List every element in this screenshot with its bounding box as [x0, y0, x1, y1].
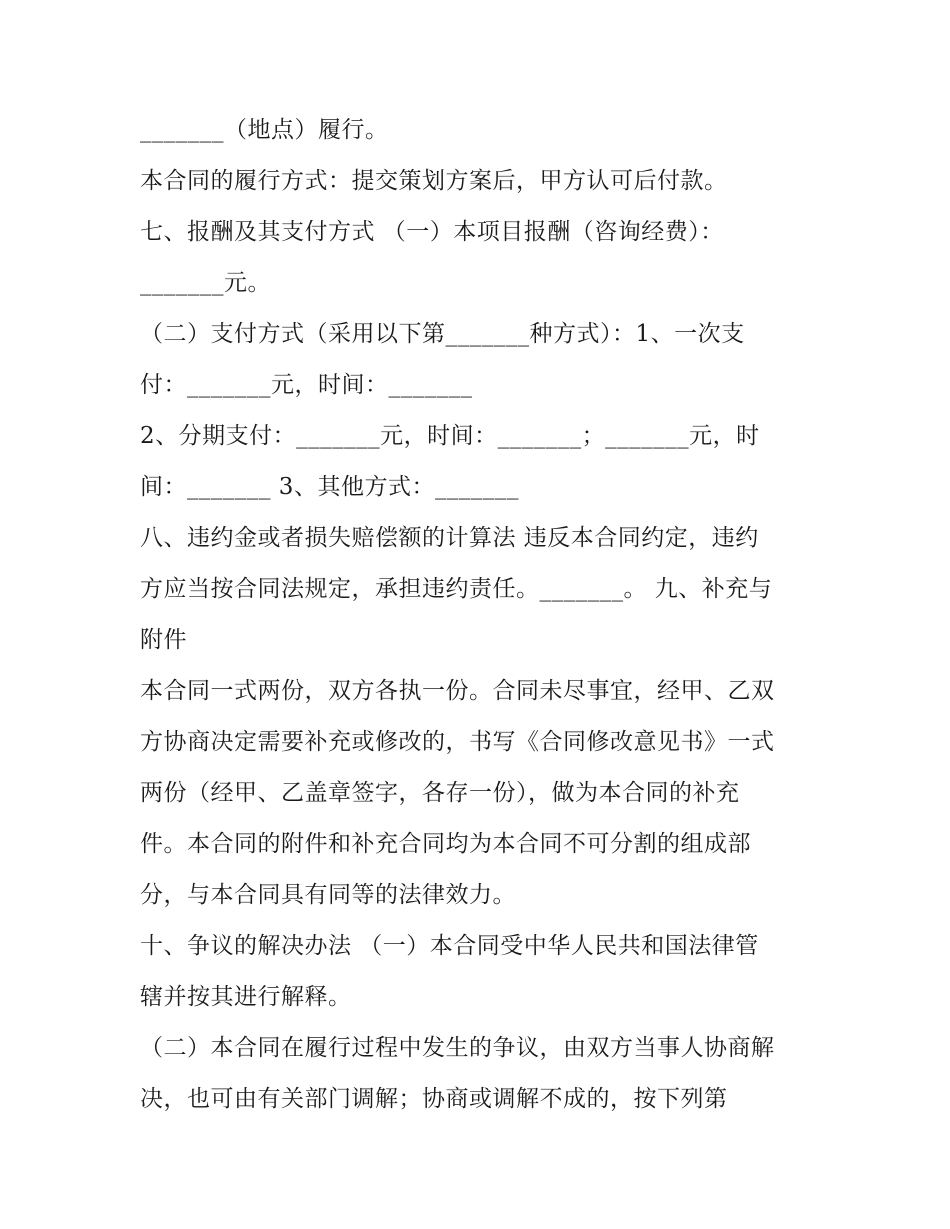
text-line: 分，与本合同具有同等的法律效力。 — [140, 882, 516, 908]
text-line: （二）本合同在履行过程中发生的争议，由双方当事人协商解 — [140, 1035, 775, 1061]
text-line: 八、违约金或者损失赔偿额的计算法 违反本合同约定，违约 — [140, 525, 759, 551]
text-line: 件。本合同的附件和补充合同均为本合同不可分割的组成部 — [140, 831, 751, 857]
text-line: 方协商决定需要补充或修改的，书写《合同修改意见书》一式 — [140, 729, 775, 755]
text-line: 本合同一式两份，双方各执一份。合同未尽事宜，经甲、乙双 — [140, 678, 775, 704]
text-line: 两份（经甲、乙盖章签字，各存一份），做为本合同的补充 — [140, 780, 740, 806]
text-line: 七、报酬及其支付方式 （一）本项目报酬（咨询经费）： — [140, 219, 724, 245]
text-line: 间：_______ 3、其他方式：_______ — [140, 474, 519, 500]
text-line: （二）支付方式（采用以下第_______种方式）：1、一次支 — [140, 321, 745, 347]
text-line: 附件 — [140, 627, 187, 653]
text-line: 2、分期支付：_______元，时间：_______；_______元，时 — [140, 423, 760, 449]
text-line: 方应当按合同法规定，承担违约责任。_______。 九、补充与 — [140, 576, 773, 602]
text-line: _______（地点）履行。 — [140, 117, 389, 143]
text-line: _______元。 — [140, 270, 271, 296]
text-line: 本合同的履行方式：提交策划方案后，甲方认可后付款。 — [140, 168, 728, 194]
text-line: 决，也可由有关部门调解；协商或调解不成的，按下列第 — [140, 1086, 728, 1112]
text-line: 十、争议的解决办法 （一）本合同受中华人民共和国法律管 — [140, 933, 759, 959]
text-line: 辖并按其进行解释。 — [140, 984, 352, 1010]
text-line: 付：_______元，时间：_______ — [140, 372, 473, 398]
